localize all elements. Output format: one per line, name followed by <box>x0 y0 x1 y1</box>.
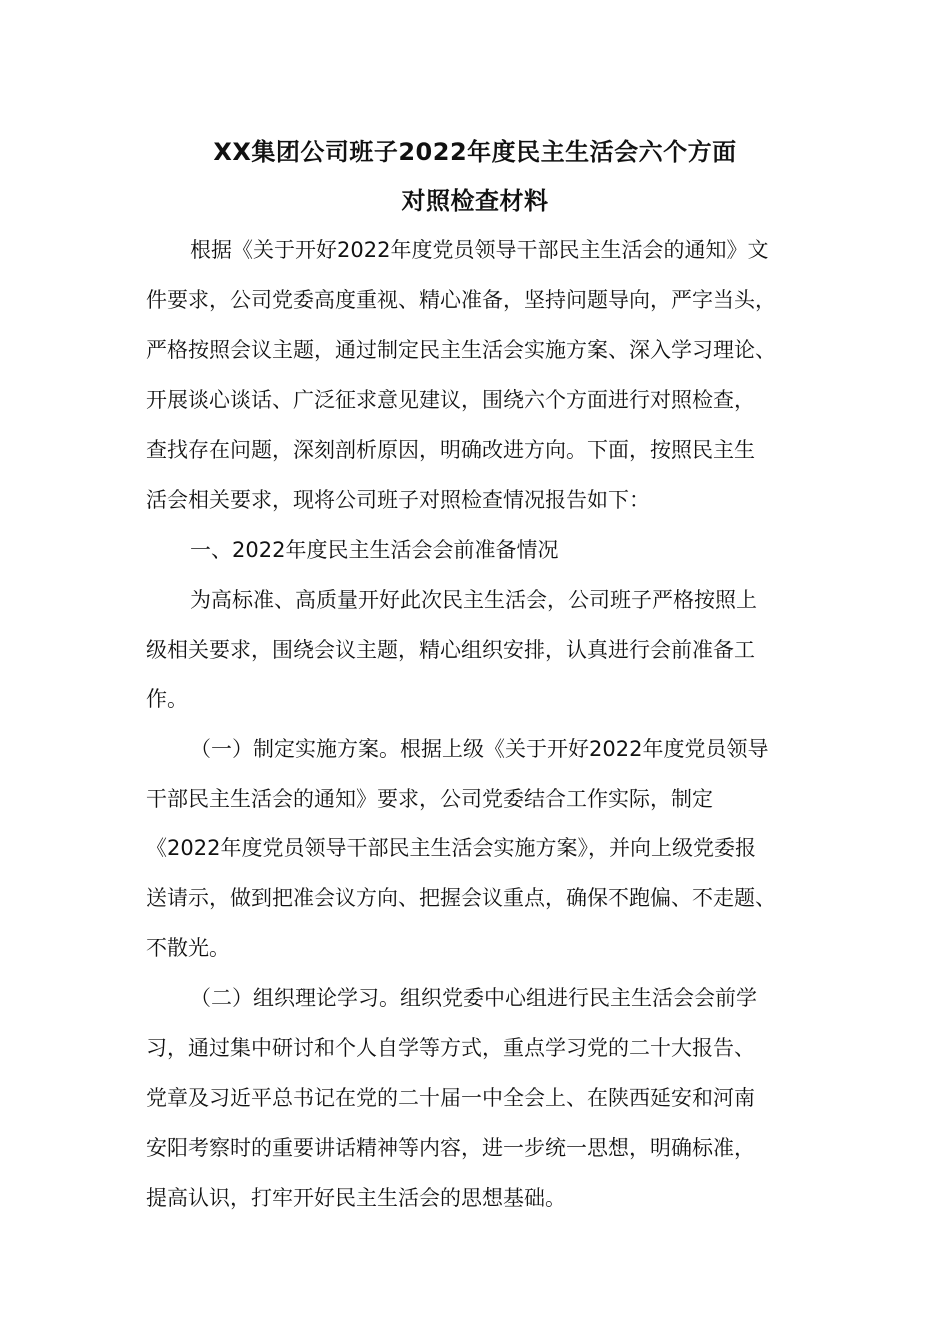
paragraph-intro-line: 开展谈心谈话、广泛征求意见建议，围绕六个方面进行对照检查， <box>146 388 755 412</box>
section-heading: 一、2022年度民主生活会会前准备情况 <box>190 538 559 562</box>
paragraph-plan-line: 不散光。 <box>146 936 230 960</box>
paragraph-prep-line: 为高标准、高质量开好此次民主生活会，公司班子严格按照上 <box>190 588 757 612</box>
paragraph-study-line: （二）组织理论学习。组织党委中心组进行民主生活会会前学 <box>190 986 757 1010</box>
paragraph-intro-line: 严格按照会议主题，通过制定民主生活会实施方案、深入学习理论、 <box>146 338 776 362</box>
paragraph-intro-line: 查找存在问题，深刻剖析原因，明确改进方向。下面，按照民主生 <box>146 438 755 462</box>
paragraph-prep-line: 级相关要求，围绕会议主题，精心组织安排，认真进行会前准备工 <box>146 638 755 662</box>
paragraph-plan-line: 送请示，做到把准会议方向、把握会议重点，确保不跑偏、不走题、 <box>146 886 776 910</box>
paragraph-plan-line: 《2022年度党员领导干部民主生活会实施方案》，并向上级党委报 <box>146 836 756 860</box>
paragraph-study-line: 习，通过集中研讨和个人自学等方式，重点学习党的二十大报告、 <box>146 1036 755 1060</box>
paragraph-plan-line: （一）制定实施方案。根据上级《关于开好2022年度党员领导 <box>190 737 769 761</box>
paragraph-study-line: 党章及习近平总书记在党的二十届一中全会上、在陕西延安和河南 <box>146 1086 755 1110</box>
paragraph-intro-line: 活会相关要求，现将公司班子对照检查情况报告如下： <box>146 488 650 512</box>
paragraph-intro-line: 件要求，公司党委高度重视、精心准备，坚持问题导向，严字当头， <box>146 288 776 312</box>
paragraph-intro-line: 根据《关于开好2022年度党员领导干部民主生活会的通知》文 <box>190 238 769 262</box>
document-subtitle: 对照检查材料 <box>401 187 549 215</box>
paragraph-plan-line: 干部民主生活会的通知》要求，公司党委结合工作实际，制定 <box>146 787 713 811</box>
paragraph-prep-line: 作。 <box>146 687 188 711</box>
paragraph-study-line: 提高认识，打牢开好民主生活会的思想基础。 <box>146 1186 566 1210</box>
document-title: XX集团公司班子2022年度民主生活会六个方面 <box>213 138 737 166</box>
paragraph-study-line: 安阳考察时的重要讲话精神等内容，进一步统一思想，明确标准， <box>146 1136 755 1160</box>
